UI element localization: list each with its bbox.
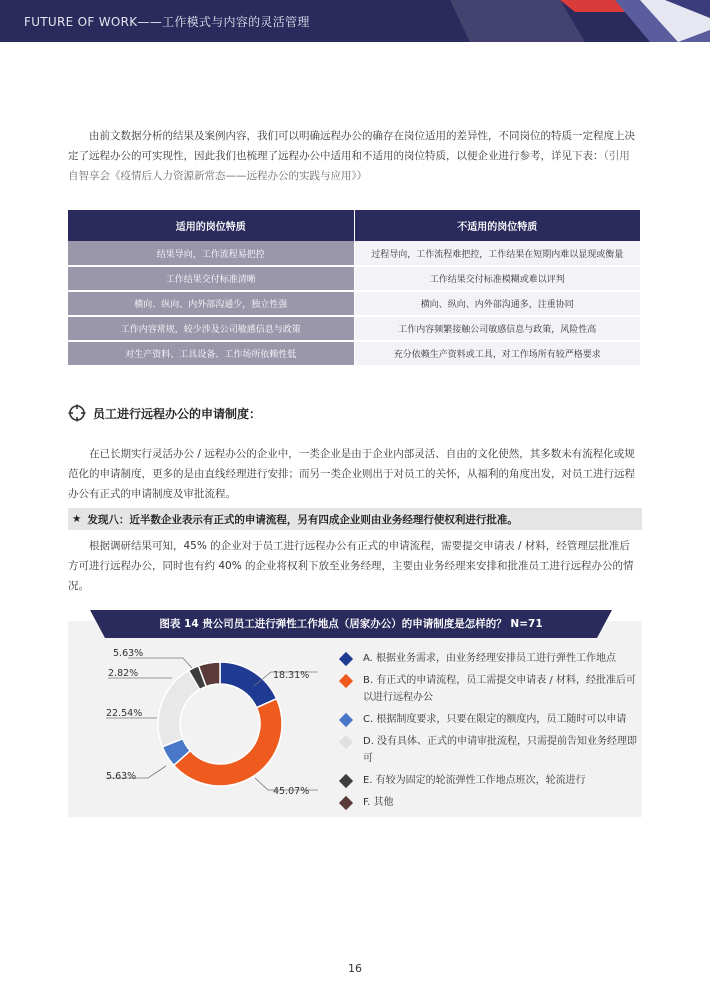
data-label-a: 18.31%: [273, 670, 310, 681]
section-heading-text: 员工进行远程办公的申请制度：: [93, 406, 262, 421]
legend-item: [338, 672, 638, 706]
leader-line: [128, 658, 192, 668]
legend-item: [338, 794, 638, 811]
table-cell: 结果导向，工作流程易把控: [68, 241, 354, 266]
table-row: [68, 316, 641, 341]
legend-marker: [339, 652, 353, 666]
finding-text: 发现八：近半数企业表示有正式的申请流程，另有四成企业则由业务经理行使权利进行批准。: [87, 513, 518, 526]
table-row: [68, 241, 641, 266]
body-paragraph: 在已长期实行灵活办公 / 远程办公的企业中，一类企业是由于企业内部灵活、自由的文化使然，其多数未有流程化或规范化的申请制度，更多的是由直线经理进行安排；而另一类企业则出于对员工的关怀，从福利的角度出发，对员工进行远程办公有正式的申请制度及审批流程。: [68, 448, 635, 500]
table-row: [68, 341, 641, 366]
header-title: FUTURE OF WORK——工作模式与内容的灵活管理: [24, 15, 310, 29]
table-row: [68, 291, 641, 316]
star-icon: ★: [72, 513, 82, 525]
job-traits-table: [68, 210, 641, 367]
table-row: [68, 266, 641, 291]
data-label-d: 22.54%: [106, 708, 143, 719]
data-label-c: 5.63%: [106, 771, 137, 782]
legend-label: B. 有正式的申请流程，员工需提交申请表 / 材料，经批准后可以进行远程办公: [363, 675, 636, 703]
table-cell: 充分依赖生产资料或工具，对工作场所有较严格要求: [354, 341, 641, 366]
legend-marker: [339, 713, 353, 727]
legend-label: D. 没有具体、正式的申请审批流程，只需提前告知业务经理即可: [363, 736, 638, 764]
legend-item: [338, 711, 638, 728]
legend-item: [338, 650, 638, 667]
table-header-suitable: 适用的岗位特质: [68, 210, 354, 241]
page-number: 16: [348, 962, 362, 975]
donut-slice-b: [174, 699, 282, 786]
intro-paragraph: 由前文数据分析的结果及案例内容，我们可以明确远程办公的确存在岗位适用的差异性，不同岗位的特质一定程度上决定了远程办公的可实现性，因此我们也梳理了远程办公中适用和不适用的岗位特质，以便企业进行参考，详见下表：（引用自智享会《疫情后人力资源新常态——远程办公的实践与应用》）: [68, 130, 635, 182]
legend-label: F. 其他: [363, 797, 394, 808]
data-label-f: 5.63%: [113, 648, 144, 659]
table-cell: 过程导向，工作流程难把控，工作结果在短期内难以显现或衡量: [354, 241, 641, 266]
donut-slice-d: [158, 671, 200, 747]
table-cell: 横向、纵向、内外部沟通多，注重协同: [354, 291, 641, 316]
legend-marker: [339, 674, 353, 688]
legend-label: A. 根据业务需求，由业务经理安排员工进行弹性工作地点: [363, 653, 617, 664]
header-decoration: [410, 0, 710, 42]
donut-slice-a: [220, 662, 277, 708]
legend-item: [338, 772, 638, 789]
table-cell: 工作内容频繁接触公司敏感信息与政策，风险性高: [354, 316, 641, 341]
legend-item: [338, 733, 638, 767]
table-cell: 工作结果交付标准模糊或难以评判: [354, 266, 641, 291]
chart-legend: [338, 650, 638, 816]
section-heading: [68, 403, 261, 423]
chart-title: 图表 14 贵公司员工进行弹性工作地点（居家办公）的申请制度是怎样的？ N=71: [159, 618, 543, 630]
body-paragraph: 根据调研结果可知，45% 的企业对于员工进行远程办公有正式的申请流程，需要提交申请表 / 材料，经管理层批准后方可进行远程办公，同时也有约 40% 的企业将权利下放至业务经理，主要由业务经理来安排和批准员工进行远程办公的情况。: [68, 540, 634, 592]
table-header-unsuitable: 不适用的岗位特质: [354, 210, 641, 241]
finding-callout: [68, 508, 642, 530]
table-cell: 横向、纵向、内外部沟通少，独立性强: [68, 291, 354, 316]
intro-citation: （引用自智享会《疫情后人力资源新常态——远程办公的实践与应用》）: [68, 150, 630, 182]
data-label-e: 2.82%: [108, 668, 139, 679]
data-label-b: 45.07%: [273, 786, 310, 797]
page-header: [0, 0, 710, 42]
crosshair-icon: [68, 404, 86, 422]
legend-marker: [339, 735, 353, 749]
table-cell: 工作内容常规，较少涉及公司敏感信息与政策: [68, 316, 354, 341]
legend-marker: [339, 774, 353, 788]
legend-label: C. 根据制度要求，只要在限定的额度内，员工随时可以申请: [363, 714, 627, 725]
table-cell: 工作结果交付标准清晰: [68, 266, 354, 291]
table-cell: 对生产资料、工具设备、工作场所依赖性低: [68, 341, 354, 366]
legend-label: E. 有较为固定的轮流弹性工作地点班次，轮流进行: [363, 775, 586, 786]
legend-marker: [339, 796, 353, 810]
